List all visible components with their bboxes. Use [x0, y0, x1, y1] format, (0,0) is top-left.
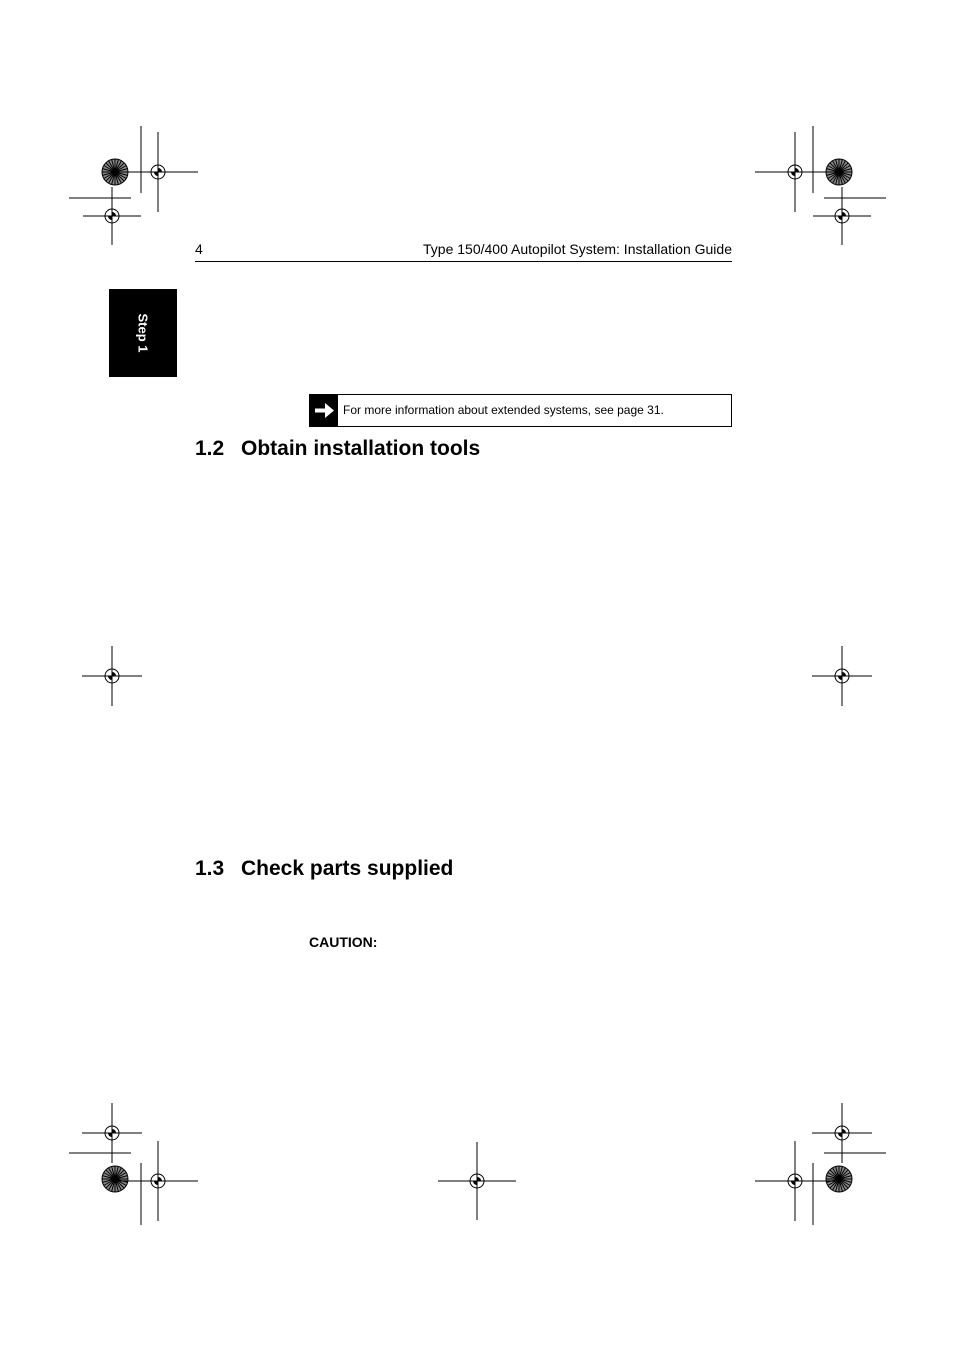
step-tab-label: Step 1: [135, 313, 151, 353]
running-header: [195, 239, 732, 262]
section-title: Obtain installation tools: [241, 437, 481, 460]
step-tab: [109, 289, 177, 377]
arrow-right-icon: [310, 395, 338, 426]
section-title: Check parts supplied: [241, 857, 454, 880]
section-heading-check-parts: [195, 856, 453, 882]
note-box: [309, 394, 732, 427]
note-text: For more information about extended systems, see page 31.: [343, 403, 664, 417]
document-title: Type 150/400 Autopilot System: Installation Guide: [423, 241, 732, 257]
section-heading-obtain-tools: [195, 436, 480, 462]
caution-label: CAUTION:: [309, 934, 378, 950]
section-number: 1.2: [195, 437, 225, 460]
page-number: 4: [195, 241, 203, 257]
section-number: 1.3: [195, 857, 225, 880]
